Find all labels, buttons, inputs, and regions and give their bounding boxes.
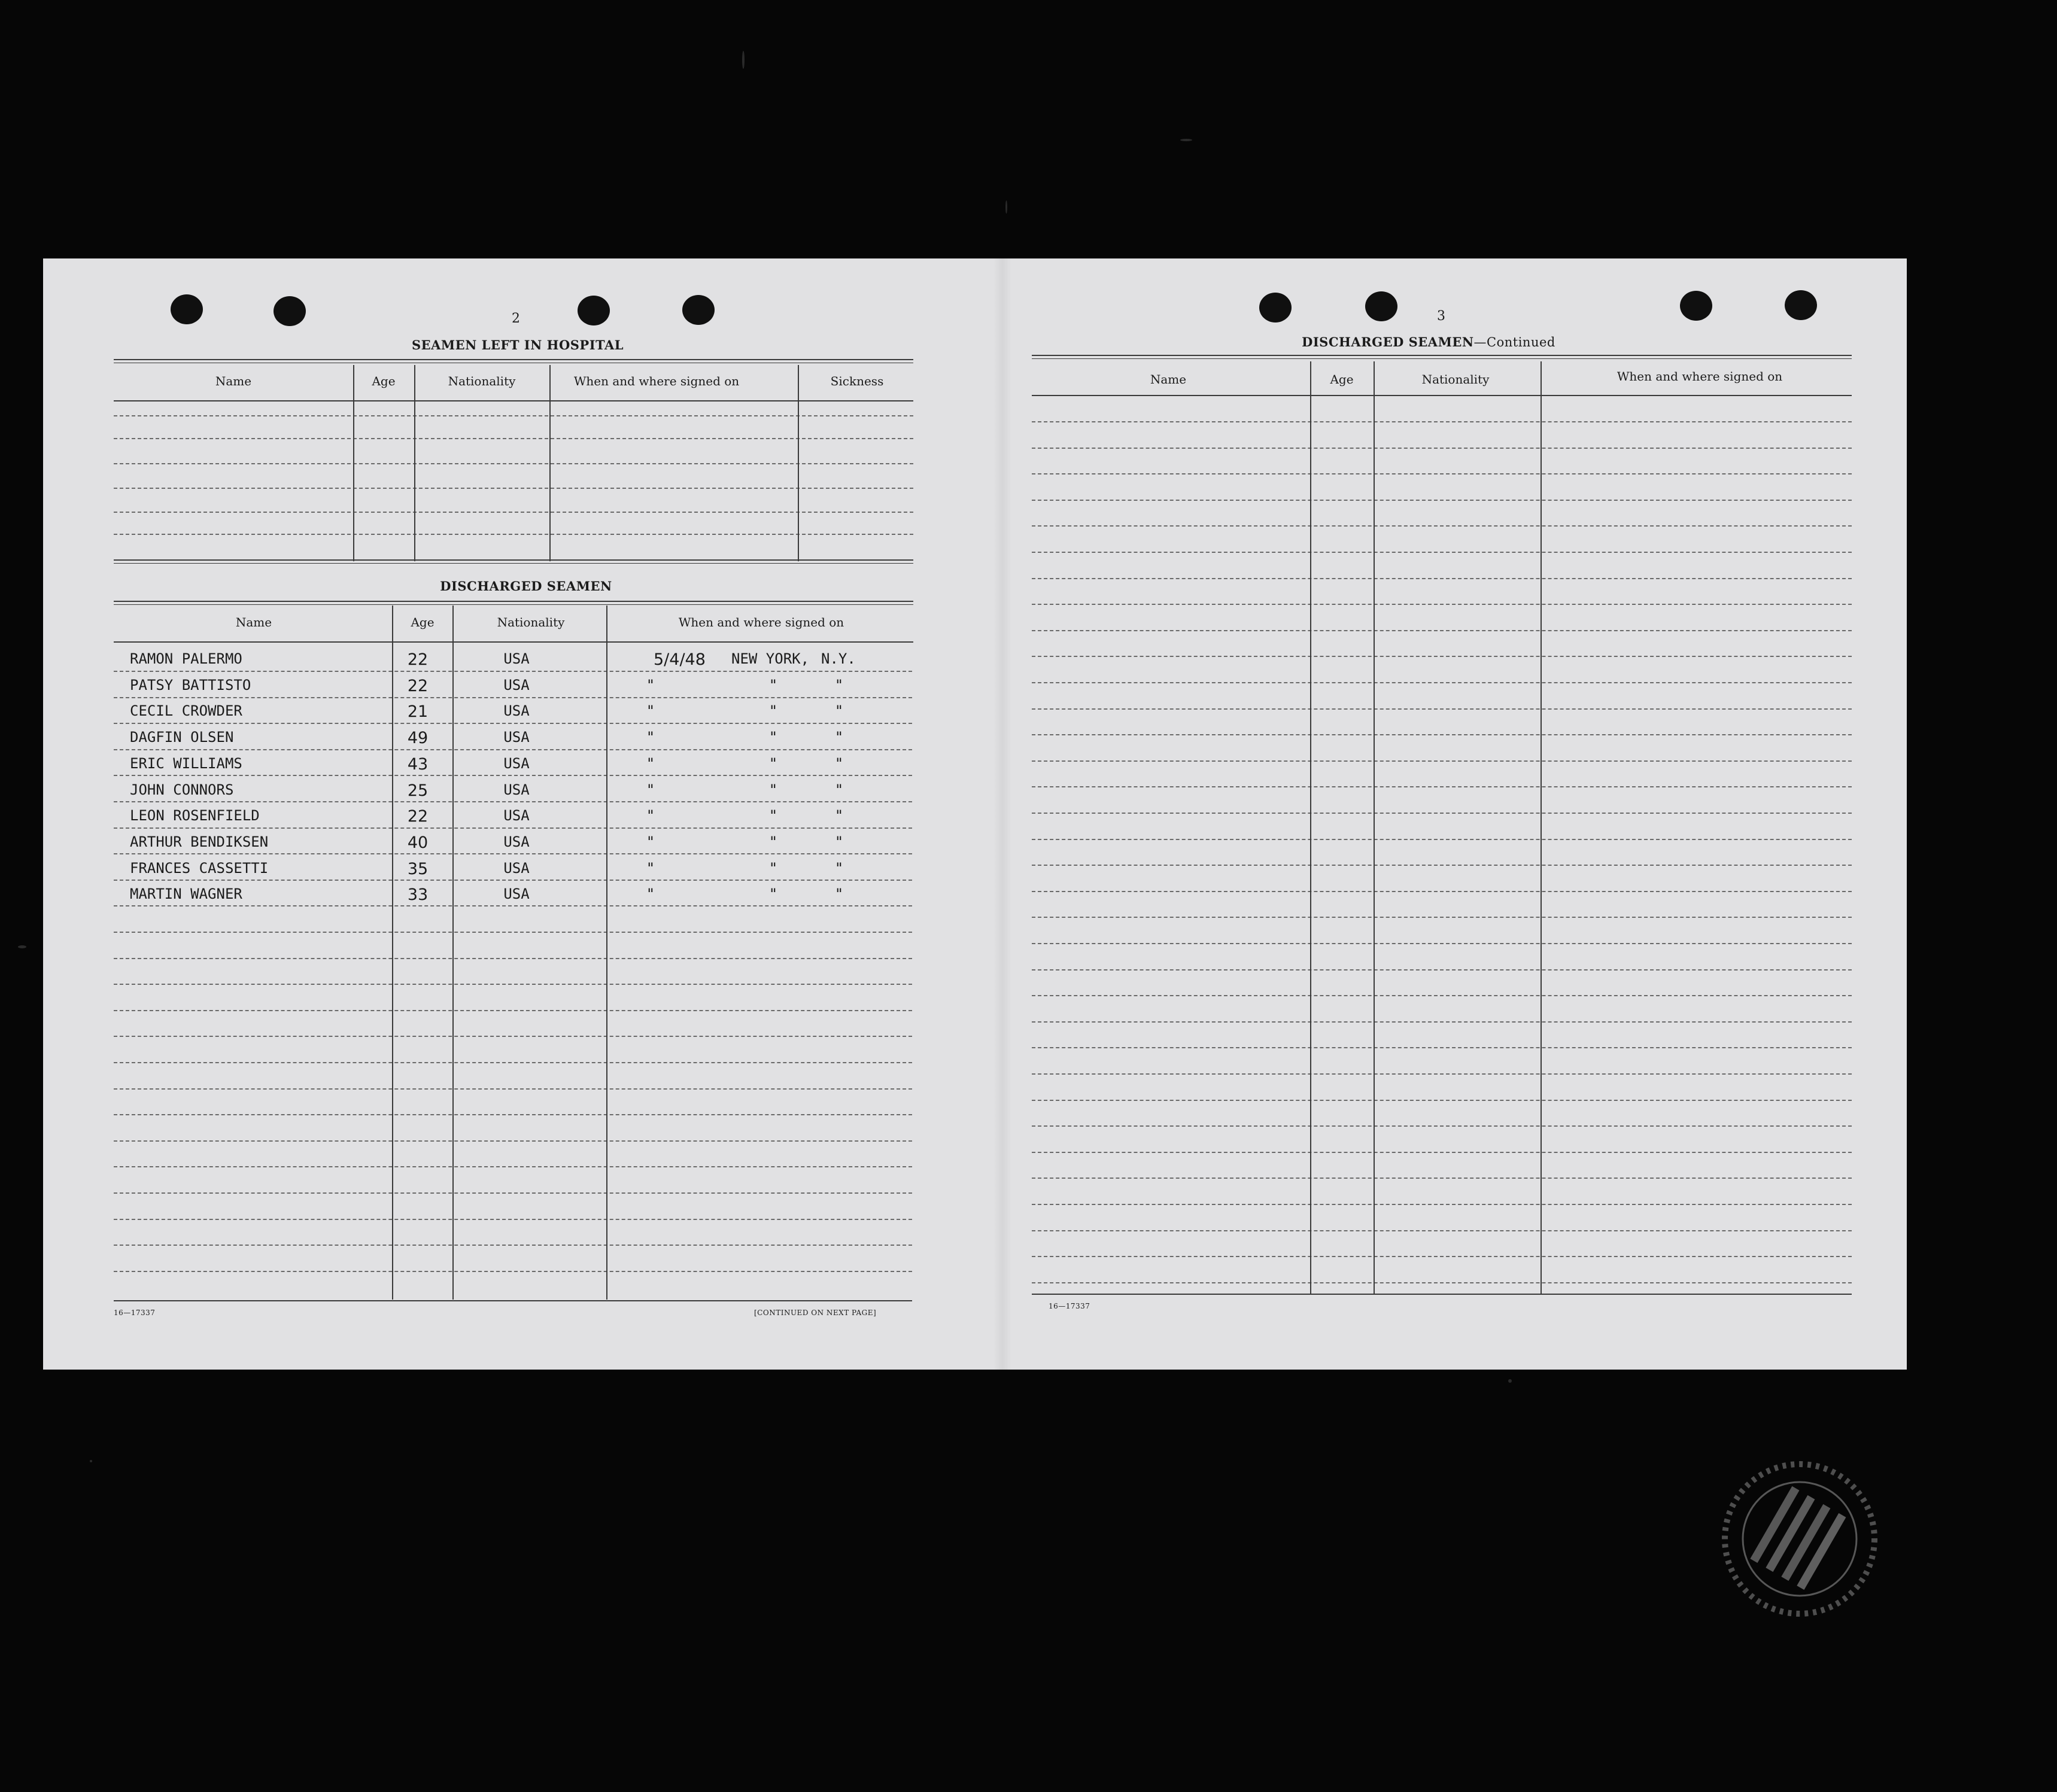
right-col-divider [1310,361,1311,1295]
right-ruled-line [1032,1256,1852,1257]
hospital-col-divider [798,365,799,561]
form-number-right: 16—17337 [1049,1302,1090,1310]
background-speck [90,1460,92,1462]
col-header-nationality: Nationality [1421,372,1490,387]
background-speck [1005,200,1007,214]
discharged-ruled-line [114,775,912,776]
left-bottom-rule [114,1300,912,1301]
discharged-ruled-line [114,1245,912,1246]
background-speck [1180,139,1192,141]
continued-section-title [1302,334,1555,349]
discharged-city-cell: " [768,755,778,772]
right-ruled-line [1032,630,1852,631]
discharged-header-rule [114,641,913,643]
discharged-city-cell: " [768,833,778,850]
discharged-age-cell: 22 [407,807,429,826]
discharged-top-rule [114,601,913,605]
discharged-ruled-line [114,1010,912,1011]
right-ruled-line [1032,943,1852,944]
hospital-section-title: SEAMEN LEFT IN HOSPITAL [411,337,624,352]
discharged-ruled-line [114,801,912,802]
hospital-ruled-line [114,438,913,439]
discharged-ruled-line [114,1192,912,1194]
right-ruled-line [1032,500,1852,501]
right-ruled-line [1032,1230,1852,1231]
official-stamp [1701,1449,1898,1623]
punch-hole [1365,291,1397,321]
hospital-ruled-line [114,463,913,464]
col-header-signed-on: When and where signed on [678,615,844,629]
discharged-ruled-line [114,905,912,906]
discharged-age-cell: 35 [407,860,429,878]
hospital-ruled-line [114,415,913,416]
discharged-city-cell: " [768,781,778,798]
right-ruled-line [1032,1125,1852,1127]
background-speck [1508,1379,1512,1383]
page-number-right: 3 [1437,309,1445,324]
discharged-ruled-line [114,749,912,750]
discharged-name-cell: MARTIN WAGNER [130,886,242,902]
col-header-name: Name [235,615,272,629]
right-ruled-line [1032,1021,1852,1023]
col-header-signed-on: When and where signed on [1617,369,1783,384]
right-ruled-line [1032,995,1852,996]
discharged-age-cell: 22 [407,677,429,695]
right-ruled-line [1032,813,1852,814]
form-number-left: 16—17337 [114,1309,156,1317]
discharged-ruled-line [114,1271,912,1272]
right-col-divider [1374,361,1375,1295]
discharged-ruled-line [114,1088,912,1090]
discharged-name-cell: FRANCES CASSETTI [130,860,269,877]
background-speck [742,51,745,69]
discharged-section-title: DISCHARGED SEAMEN [440,579,612,594]
discharged-date-cell: " [646,781,655,798]
punch-hole [1785,290,1817,320]
discharged-date-cell: " [646,755,655,772]
right-ruled-line [1032,917,1852,918]
right-header-rule [1032,395,1852,396]
col-header-age: Age [372,374,396,388]
right-ruled-line [1032,969,1852,970]
discharged-name-cell: ARTHUR BENDIKSEN [130,833,269,850]
right-ruled-line [1032,1073,1852,1075]
discharged-nationality-cell: USA [503,677,530,693]
hospital-header-rule [114,400,913,401]
punch-hole [682,295,715,325]
background-speck [18,945,26,948]
right-ruled-line [1032,865,1852,866]
discharged-name-cell: RAMON PALERMO [130,650,242,667]
discharged-age-cell: 49 [407,729,429,747]
col-header-signed-on: When and where signed on [573,374,740,388]
right-ruled-line [1032,578,1852,579]
discharged-nationality-cell: USA [503,833,530,850]
right-ruled-line [1032,604,1852,605]
hospital-ruled-line [114,512,913,513]
discharged-nationality-cell: USA [503,886,530,902]
discharged-state-cell: " [834,781,844,798]
discharged-state-cell: " [834,886,844,902]
right-ruled-line [1032,760,1852,762]
discharged-date-cell: " [646,886,655,902]
punch-hole [1680,291,1712,321]
col-header-age: Age [411,615,435,629]
hospital-bottom-rule [114,559,913,564]
discharged-ruled-line [114,932,912,933]
discharged-ruled-line [114,827,912,829]
discharged-ruled-line [114,697,912,698]
discharged-city-cell: " [768,677,778,693]
discharged-name-cell: CECIL CROWDER [130,702,242,719]
discharged-ruled-line [114,853,912,854]
right-ruled-line [1032,1100,1852,1101]
discharged-date-cell: " [646,807,655,824]
discharged-ruled-line [114,1166,912,1167]
col-header-name: Name [215,374,252,388]
hospital-ruled-line [114,534,913,535]
discharged-date-cell: 5/4/48 [654,650,706,669]
discharged-state-cell: " [834,860,844,877]
discharged-ruled-line [114,1114,912,1115]
right-ruled-line [1032,734,1852,735]
continued-title-main: DISCHARGED SEAMEN [1302,334,1474,349]
discharged-city-cell: " [768,886,778,902]
discharged-city-cell: " [768,702,778,719]
discharged-ruled-line [114,880,912,881]
hospital-ruled-line [114,488,913,489]
discharged-name-cell: ERIC WILLIAMS [130,755,242,772]
discharged-state-cell: " [834,807,844,824]
center-fold [993,258,1011,1370]
discharged-name-cell: JOHN CONNORS [130,781,234,798]
discharged-ruled-line [114,984,912,985]
discharged-age-cell: 43 [407,755,429,774]
ledger-document [43,258,1907,1370]
discharged-age-cell: 25 [407,781,429,800]
discharged-state-cell: " [834,677,844,693]
discharged-city-cell: NEW YORK, [731,650,810,667]
right-ruled-line [1032,1152,1852,1153]
discharged-nationality-cell: USA [503,650,530,667]
discharged-nationality-cell: USA [503,781,530,798]
discharged-name-cell: PATSY BATTISTO [130,677,251,693]
right-bottom-rule [1032,1294,1852,1295]
discharged-date-cell: " [646,860,655,877]
col-header-nationality: Nationality [448,374,516,388]
discharged-state-cell: " [834,702,844,719]
right-ruled-line [1032,525,1852,527]
discharged-age-cell: 21 [407,702,429,721]
discharged-ruled-line [114,723,912,724]
hospital-col-divider [353,365,354,561]
right-ruled-line [1032,421,1852,422]
hospital-top-rule [114,359,913,363]
right-ruled-line [1032,839,1852,840]
discharged-age-cell: 22 [407,650,429,669]
discharged-ruled-line [114,671,912,672]
discharged-date-cell: " [646,833,655,850]
hospital-col-divider [414,365,415,561]
discharged-state-cell: " [834,833,844,850]
right-top-rule [1032,355,1852,359]
discharged-age-cell: 33 [407,886,429,904]
right-ruled-line [1032,891,1852,892]
right-ruled-line [1032,473,1852,474]
punch-hole [171,294,203,324]
discharged-nationality-cell: USA [503,860,530,877]
discharged-state-cell: N.Y. [821,650,856,667]
discharged-col-divider [452,606,454,1300]
discharged-state-cell: " [834,729,844,746]
continued-title-suffix: —Continued [1473,335,1555,349]
right-ruled-line [1032,1047,1852,1048]
discharged-date-cell: " [646,729,655,746]
col-header-age: Age [1330,372,1354,387]
col-header-sickness: Sickness [830,374,884,388]
right-col-divider [1541,361,1542,1295]
punch-hole [1259,293,1292,323]
discharged-city-cell: " [768,860,778,877]
discharged-ruled-line [114,958,912,959]
col-header-name: Name [1150,372,1187,387]
discharged-nationality-cell: USA [503,807,530,824]
right-ruled-line [1032,552,1852,553]
right-ruled-line [1032,708,1852,710]
discharged-age-cell: 40 [407,833,429,852]
discharged-date-cell: " [646,677,655,693]
right-ruled-line [1032,1204,1852,1205]
discharged-col-divider [392,606,393,1300]
punch-hole [578,296,610,325]
discharged-date-cell: " [646,702,655,719]
discharged-city-cell: " [768,729,778,746]
discharged-ruled-line [114,1062,912,1063]
page-number-left: 2 [512,311,520,326]
punch-hole [274,296,306,326]
continued-note: [CONTINUED ON NEXT PAGE] [754,1309,877,1317]
right-ruled-line [1032,1178,1852,1179]
right-ruled-line [1032,786,1852,787]
discharged-name-cell: LEON ROSENFIELD [130,807,260,824]
discharged-name-cell: DAGFIN OLSEN [130,729,234,746]
discharged-col-divider [606,606,607,1300]
discharged-nationality-cell: USA [503,755,530,772]
right-ruled-line [1032,448,1852,449]
discharged-nationality-cell: USA [503,702,530,719]
discharged-state-cell: " [834,755,844,772]
right-ruled-line [1032,1282,1852,1283]
discharged-nationality-cell: USA [503,729,530,746]
col-header-nationality: Nationality [497,615,565,629]
right-ruled-line [1032,656,1852,657]
discharged-ruled-line [114,1140,912,1142]
hospital-col-divider [549,365,551,561]
discharged-ruled-line [114,1219,912,1220]
discharged-city-cell: " [768,807,778,824]
right-ruled-line [1032,682,1852,683]
discharged-ruled-line [114,1036,912,1037]
